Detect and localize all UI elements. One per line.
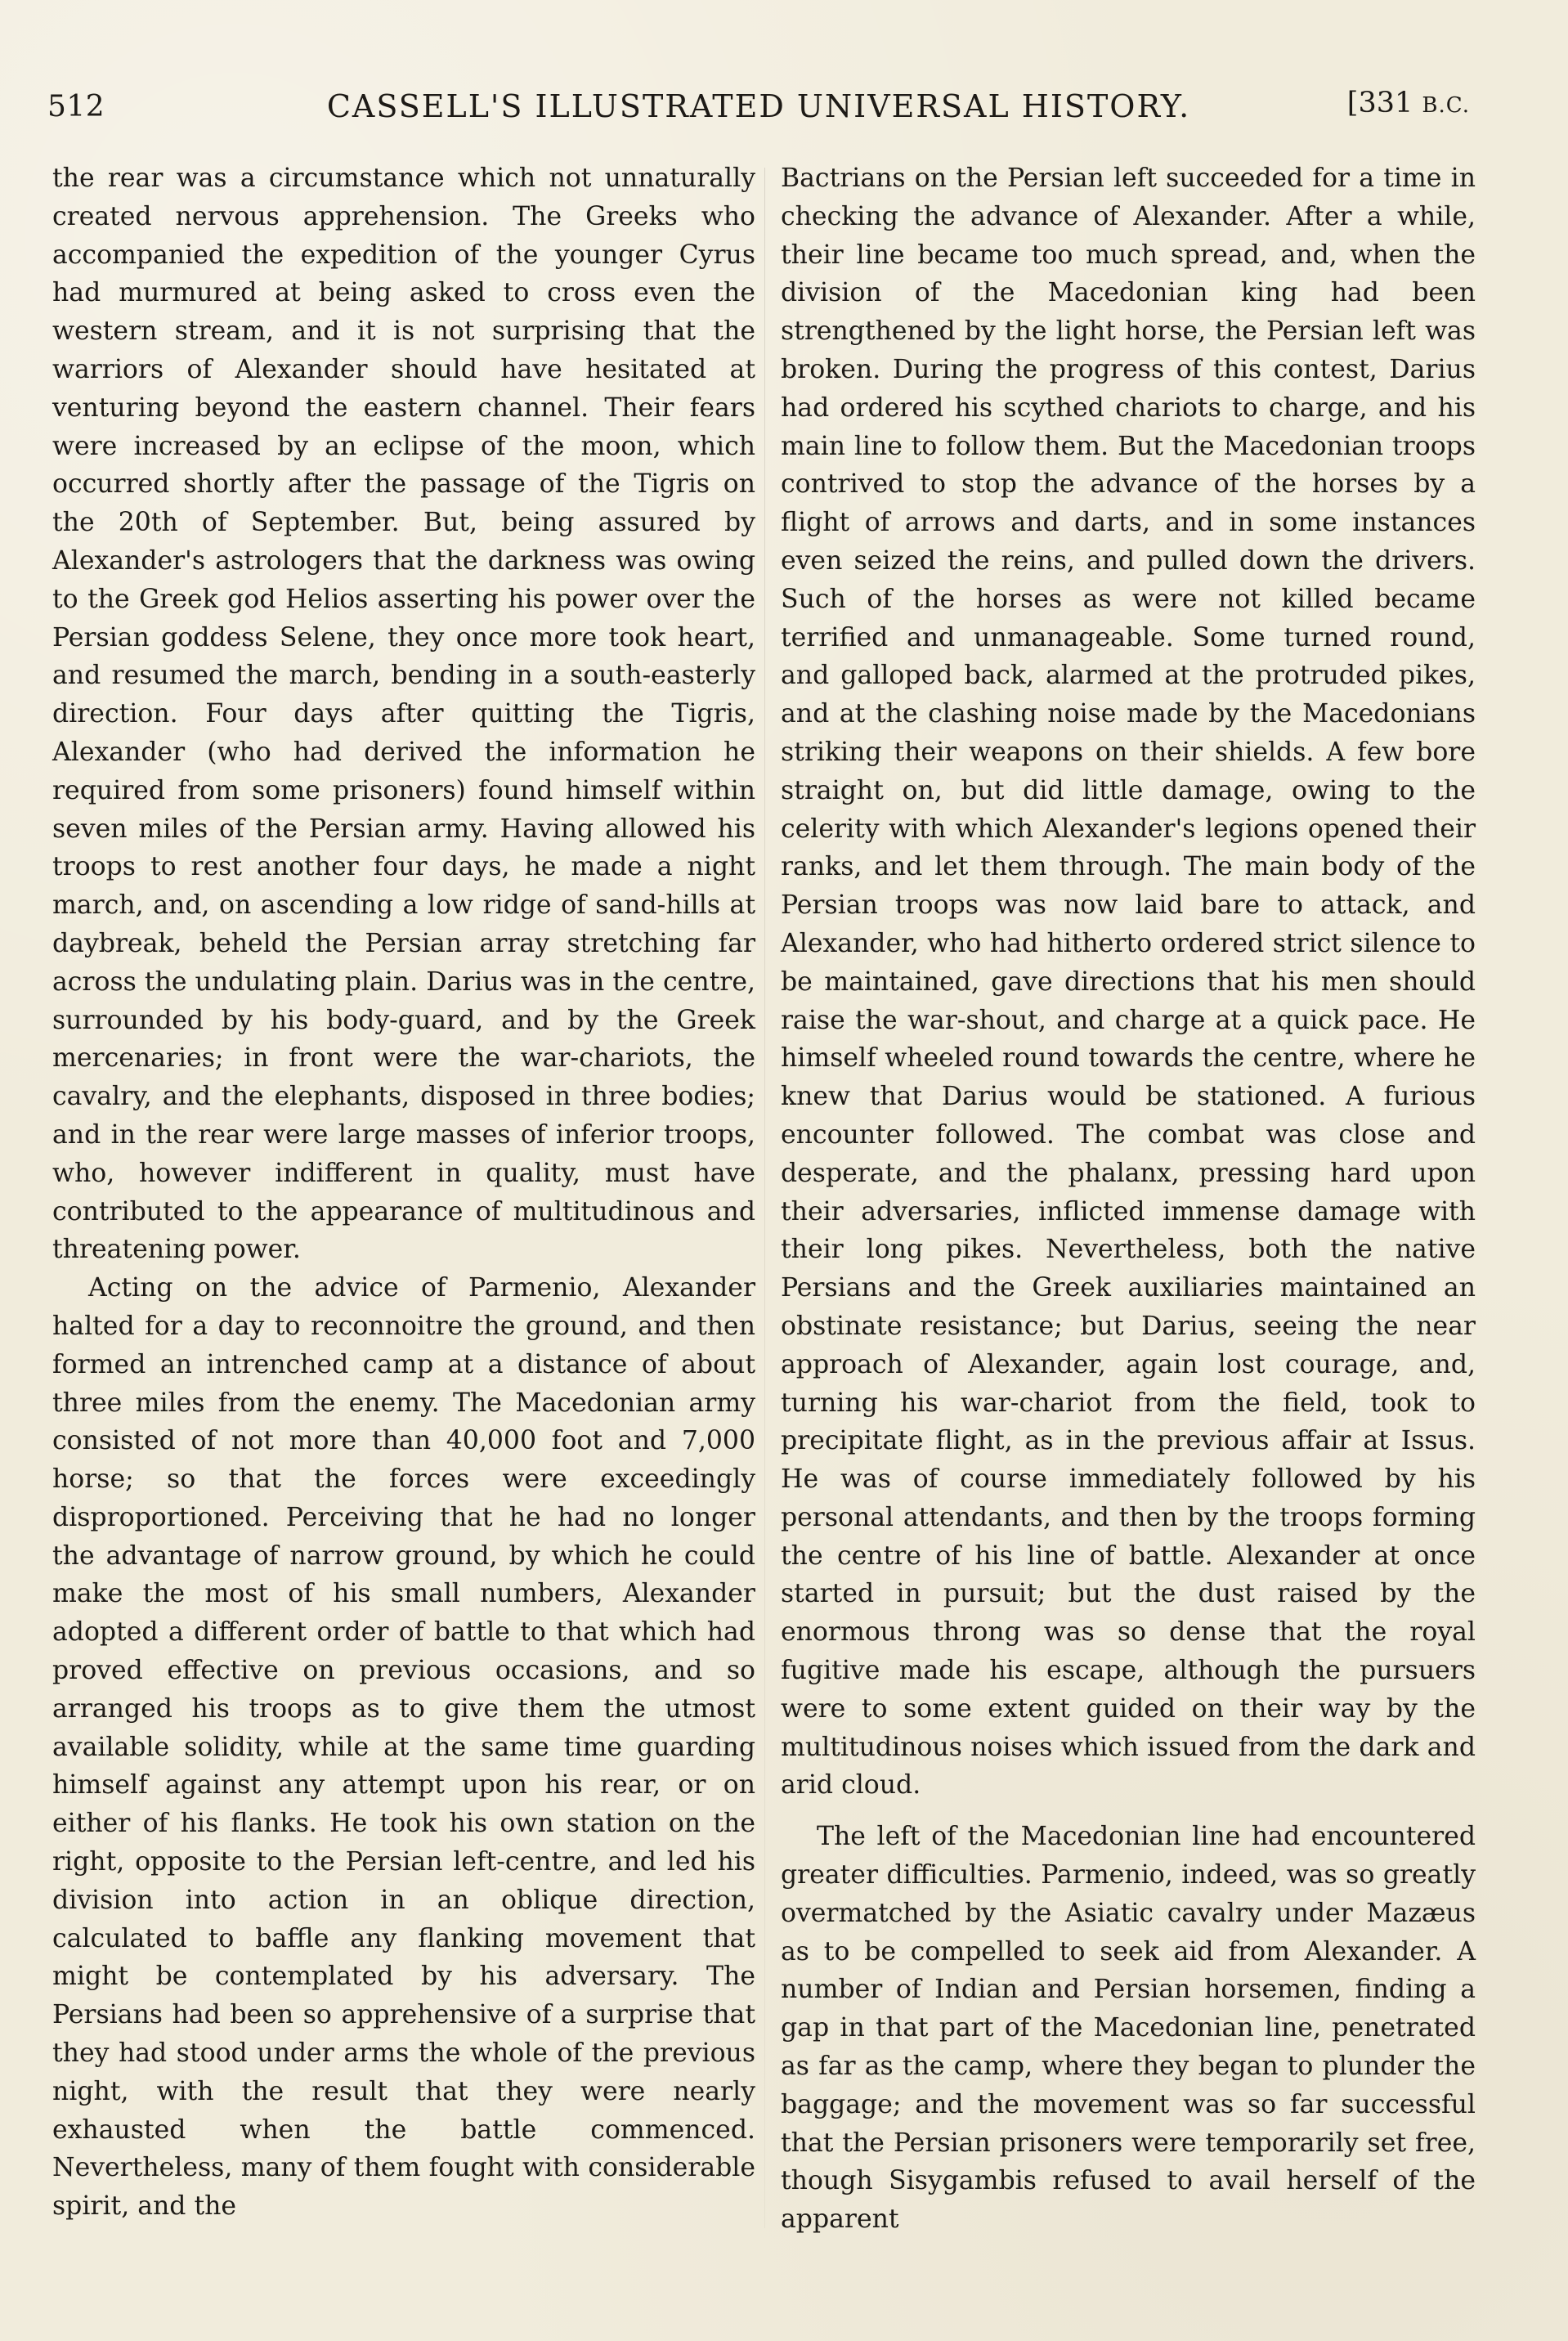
era-marker [1347,87,1470,119]
left-paragraph-1: the rear was a circumstance which not unnaturally created nervous apprehension. The Greeks who accompanied the expedition of the younger Cyrus had murmured at being asked to cross even the western stream, and it is not surprising that the warriors of Alexander should have hesitated at venturing beyond the eastern channel. Their fears were increased by an eclipse of the moon, which occurred shortly after the passage of the Tigris on the 20th of September. But, being assured by Alexander's astrologers that the darkness was owing to the Greek god Helios asserting his power over the Persian goddess Selene, they once more took heart, and resumed the march, bending in a south-easterly direction. Four days after quitting the Tigris, Alexander (who had derived the information he required from some prisoners) found himself within seven miles of the Persian army. Having allowed his troops to rest another four days, he made a night march, and, on ascending a low ridge of sand-hills at daybreak, beheld the Persian array stretching far across the undulating plain. Darius was in the centre, surrounded by his body-guard, and by the Greek mercenaries; in front were the war-chariots, the cavalry, and the elephants, disposed in three bodies; and in the rear were large masses of inferior troops, who, however indifferent in quality, must have contributed to the appearance of multitudinous and threatening power. [52,164,755,1265]
left-paragraph-2: Acting on the advice of Parmenio, Alexander halted for a day to reconnoitre the ground, and then formed an intrenched camp at a distance of about three miles from the enemy. The Macedonian army consisted of not more than 40,000 foot and 7,000 horse; so that the forces were exceedingly disproportioned. Perceiving that he had no longer the advantage of narrow ground, by which he could make the most of his small numbers, Alexander adopted a different order of battle to that which had proved effective on previous occasions, and so arranged his troops as to give them the utmost available solidity, while at the same time guarding himself against any attempt upon his rear, or on either of his flanks. He took his own station on the right, opposite to the Persian left-centre, and led his division into action in an oblique direction, calculated to baffle any flanking movement that might be contemplated by his adversary. The Persians had been so apprehensive of a surprise that they had stood under arms the whole of the previous night, with the result that they were nearly exhausted when the battle commenced. Nevertheless, many of them fought with considerable spirit, and the [52,1273,755,2222]
running-title: CASSELL'S ILLUSTRATED UNIVERSAL HISTORY. [326,88,1191,124]
right-column [781,159,1476,2239]
page-header [47,87,1470,131]
column-divider [764,168,765,2228]
right-paragraph-2: The left of the Macedonian line had encountered greater difficulties. Parmenio, indeed, was so greatly overmatched by the Asiatic cavalry under Mazæus as to be compelled to seek aid from Alexander. A number of Indian and Persian horsemen, finding a gap in that part of the Macedonian line, penetrated as far as the camp, where they began to plunder the baggage; and the movement was so far successful that the Persian prisoners were temporarily set free, though Sisygambis refused to avail herself of the apparent [781,1822,1476,2235]
left-column [52,159,755,2226]
right-paragraph-1: Bactrians on the Persian left succeeded for a time in checking the advance of Alexander. After a while, their line became too much spread, and, when the division of the Macedonian king had been strengthened by the light horse, the Persian left was broken. During the progress of this contest, Darius had ordered his scythed chariots to charge, and his main line to follow them. But the Macedonian troops contrived to stop the advance of the horses by a flight of arrows and darts, and in some instances even seized the reins, and pulled down the drivers. Such of the horses as were not killed became terrified and unmanageable. Some turned round, and galloped back, alarmed at the protruded pikes, and at the clashing noise made by the Macedonians striking their weapons on their shields. A few bore straight on, but did little damage, owing to the celerity with which Alexander's legions opened their ranks, and let them through. The main body of the Persian troops was now laid bare to attack, and Alexander, who had hitherto ordered strict silence to be maintained, gave directions that his men should raise the war-shout, and charge at a quick pace. He himself wheeled round towards the centre, where he knew that Darius would be stationed. A furious encounter followed. The combat was close and desperate, and the phalanx, pressing hard upon their adversaries, inflicted immense damage with their long pikes. Nevertheless, both the native Persians and the Greek auxiliaries maintained an obstinate resistance; but Darius, seeing the near approach of Alexander, again lost courage, and, turning his war-chariot from the field, took to precipitate flight, as in the previous affair at Issus. He was of course immediately followed by his personal attendants, and then by the troops forming the centre of his line of battle. Alexander at once started in pursuit; but the dust raised by the enormous throng was so dense that the royal fugitive made his escape, although the pursuers were to some extent guided on their way by the multitudinous noises which issued from the dark and arid cloud. [781,164,1476,1801]
era-label: B.C. [1422,93,1470,118]
page-number: 512 [47,90,105,123]
era-year: [331 [1346,87,1422,119]
